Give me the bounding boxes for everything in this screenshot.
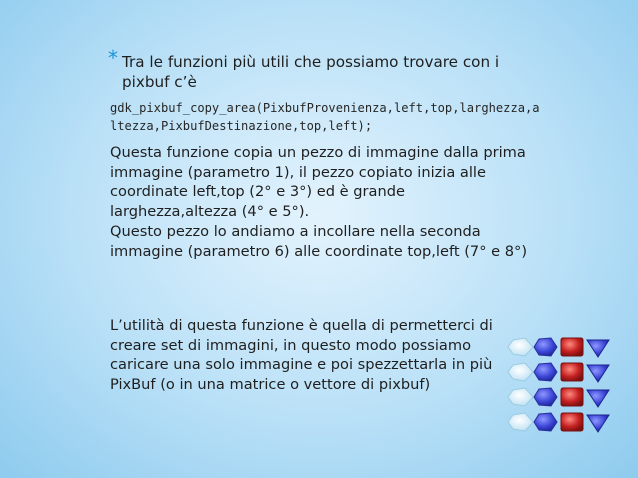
bullet-star-icon: * [108, 46, 118, 70]
bullet-text: Tra le funzioni più utili che possiamo trovare con i pixbuf c’è [122, 53, 500, 91]
gem-sprite-graphic [505, 335, 635, 435]
paragraph-1: Questa funzione copia un pezzo di immagine dalla prima immagine (parametro 1), il pezzo copiato inizia alle coordinate left,top (2° e 3°) ed è grande larghezza,altezza (4° e 5°). [110, 144, 526, 220]
paragraph-2: Questo pezzo lo andiamo a incollare nella seconda immagine (parametro 6) alle coordinate top,left (7° e 8°) [110, 223, 528, 260]
gem-sprite-icon [505, 335, 635, 435]
bullet-item [108, 46, 528, 92]
paragraph-3: L’utilità di questa funzione è quella di permetterci di creare set di immagini, in questo modo possiamo caricare una solo immagine e poi spezzettarla in più PixBuf (o in una matrice o vettore di pixbuf) [110, 317, 493, 393]
code-line: gdk_pixbuf_copy_area(PixbufProvenienza,left,top,larghezza,altezza,PixbufDestinazione,top,left); [110, 101, 540, 133]
